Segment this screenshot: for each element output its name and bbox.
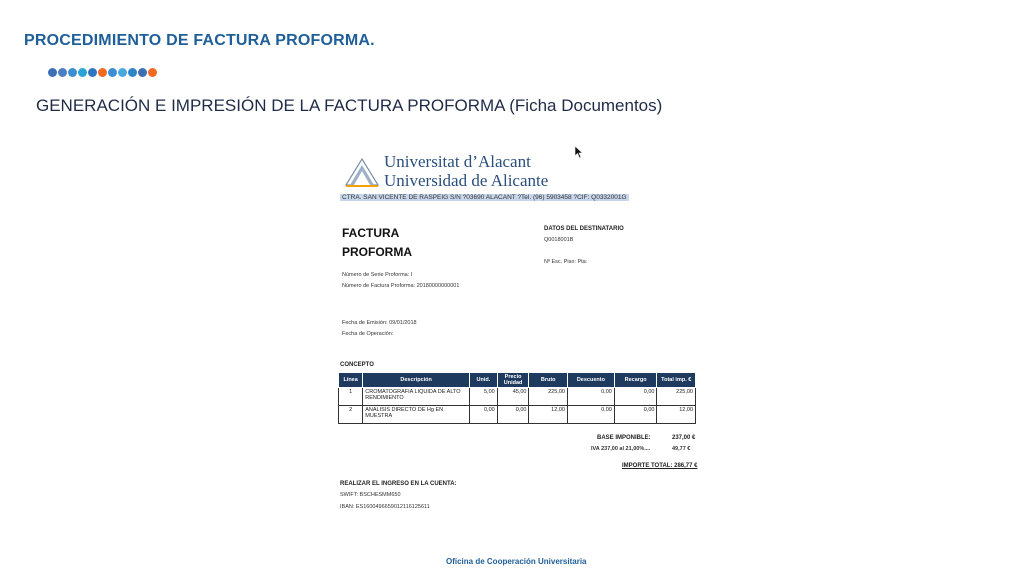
- importe-total: IMPORTE TOTAL: 286,77 €: [622, 463, 698, 469]
- cell-bruto: 12,00: [529, 406, 567, 424]
- col-header-descripcion: Descripción: [363, 373, 470, 388]
- decorative-dot-icon: [138, 68, 147, 77]
- invoice-items-table: [338, 372, 696, 424]
- cell-unid: 0,00: [470, 406, 498, 424]
- cell-descripcion: ANALISIS DIRECTO DE Hg EN MUESTRA: [363, 406, 470, 424]
- iva-label: IVA 237,00 al 21,00%....: [591, 446, 651, 452]
- cell-linea: 2: [339, 406, 363, 424]
- decorative-dots: [48, 68, 157, 77]
- cell-total: 12,00: [657, 406, 696, 424]
- ingreso-heading: REALIZAR EL INGRESO EN LA CUENTA:: [340, 481, 457, 487]
- concept-heading: CONCEPTO: [340, 362, 374, 368]
- cell-descripcion: CROMATOGRAFIA LIQUIDA DE ALTO RENDIMIENTO: [363, 388, 470, 406]
- slide-subtitle: GENERACIÓN E IMPRESIÓN DE LA FACTURA PROFORMA (Ficha Documentos): [36, 96, 663, 115]
- cell-unid: 5,00: [470, 388, 498, 406]
- decorative-dot-icon: [68, 68, 77, 77]
- cell-bruto: 225,00: [529, 388, 567, 406]
- cell-descuento: 0,00: [567, 388, 614, 406]
- university-address: CTRA. SAN VICENTE DE RASPEIG S/N ?03690 ALACANT ?Tel. (96) 5903458 ?CIF: Q0332001G: [342, 194, 627, 201]
- numero-factura: Número de Factura Proforma: 20180000000001: [342, 283, 460, 289]
- invoice-document: [336, 150, 701, 520]
- recipient-id: Q0018001B: [544, 237, 574, 243]
- decorative-dot-icon: [48, 68, 57, 77]
- decorative-dot-icon: [98, 68, 107, 77]
- table-row: [339, 388, 696, 406]
- table-header-row: [339, 373, 696, 388]
- decorative-dot-icon: [148, 68, 157, 77]
- recipient-address: Nº Esc. Piso: Pta:: [544, 259, 588, 265]
- slide-title: PROCEDIMIENTO DE FACTURA PROFORMA.: [24, 32, 375, 49]
- table-row: [339, 406, 696, 424]
- base-imponible-label: BASE IMPONIBLE:: [597, 435, 651, 441]
- iban-code: IBAN: ES1600496659012116125611: [340, 504, 430, 510]
- col-header-bruto: Bruto: [529, 373, 567, 388]
- decorative-dot-icon: [128, 68, 137, 77]
- col-header-total: Total imp. €: [657, 373, 696, 388]
- col-header-precio: Precio Unidad: [497, 373, 529, 388]
- col-header-unid: Unid.: [470, 373, 498, 388]
- col-header-linea: Línea: [339, 373, 363, 388]
- decorative-dot-icon: [108, 68, 117, 77]
- cell-linea: 1: [339, 388, 363, 406]
- slide-footer: Oficina de Cooperación Universitaria: [446, 557, 587, 566]
- university-name-spanish: Universidad de Alicante: [384, 171, 549, 190]
- iva-value: 49,77 €: [672, 446, 691, 452]
- decorative-dot-icon: [78, 68, 87, 77]
- cell-precio: 45,00: [497, 388, 529, 406]
- col-header-recargo: Recargo: [614, 373, 657, 388]
- decorative-dot-icon: [118, 68, 127, 77]
- base-imponible-value: 237,00 €: [672, 435, 696, 441]
- cell-recargo: 0,00: [614, 406, 657, 424]
- col-header-descuento: Descuento: [567, 373, 614, 388]
- decorative-dot-icon: [58, 68, 67, 77]
- cell-descuento: 0,00: [567, 406, 614, 424]
- fecha-operacion: Fecha de Operación:: [342, 331, 394, 337]
- cell-total: 225,00: [657, 388, 696, 406]
- recipient-heading: DATOS DEL DESTINATARIO: [544, 226, 624, 232]
- invoice-title-line1: FACTURA: [342, 226, 400, 240]
- invoice-title-line2: PROFORMA: [342, 245, 412, 259]
- swift-code: SWIFT: BSCHESMM650: [340, 492, 401, 498]
- serie-proforma: Número de Serie Proforma: I: [342, 272, 413, 278]
- university-logo-icon: [344, 155, 380, 189]
- cell-recargo: 0,00: [614, 388, 657, 406]
- decorative-dot-icon: [88, 68, 97, 77]
- fecha-emision: Fecha de Emisión: 09/01/2018: [342, 320, 417, 326]
- university-name-valencian: Universitat d’Alacant: [384, 152, 531, 171]
- cell-precio: 0,00: [497, 406, 529, 424]
